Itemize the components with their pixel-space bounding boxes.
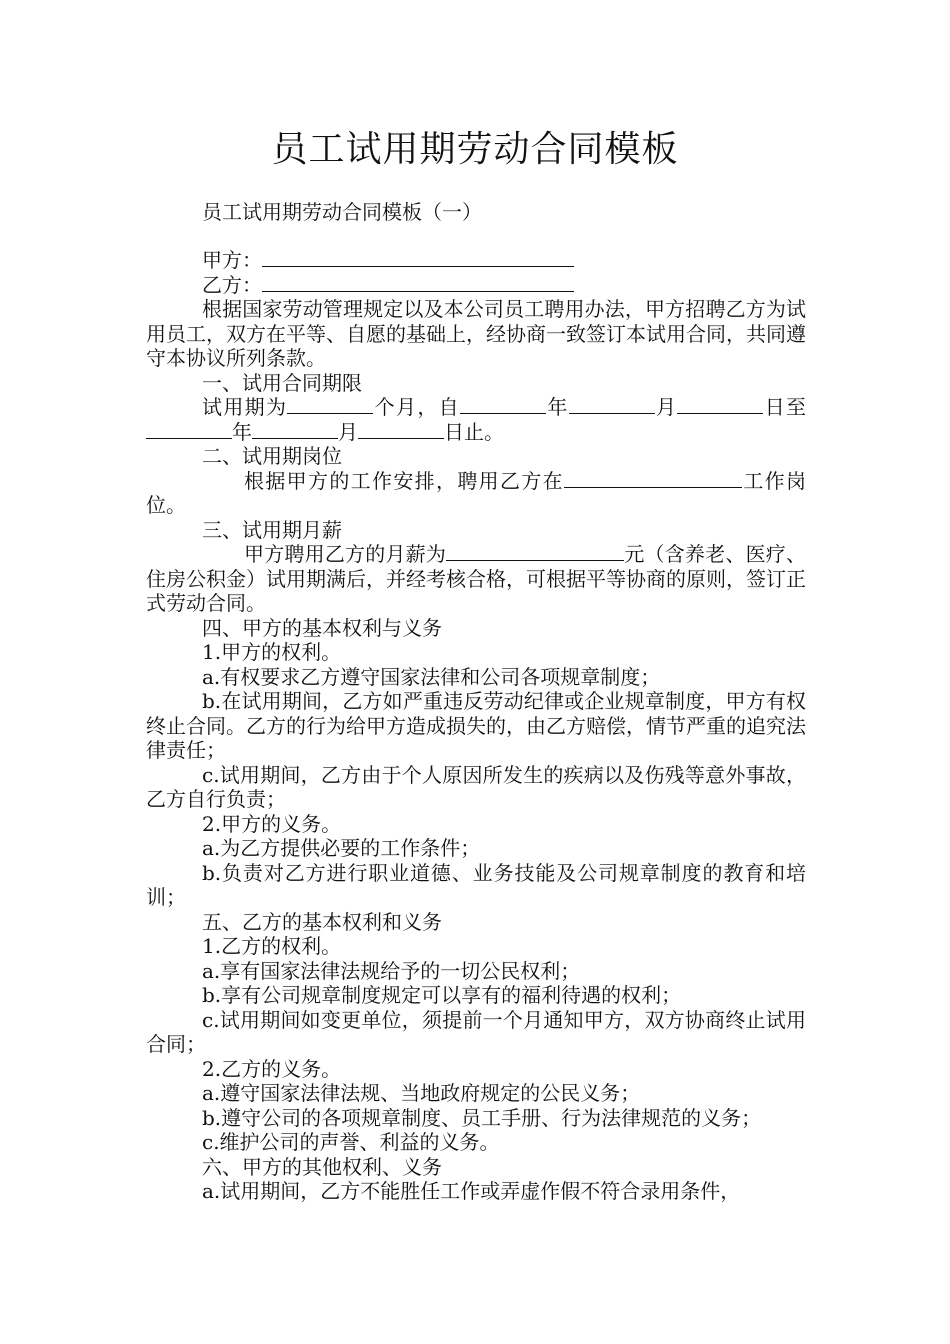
s1-part: 试用期为 [202, 395, 288, 419]
s1-part: 日至 [763, 395, 807, 419]
contract-body [146, 248, 806, 1204]
section-6-heading: 六、甲方的其他权利、义务 [202, 1154, 442, 1179]
s1-part: 日止。 [444, 419, 504, 444]
document-subtitle: 员工试用期劳动合同模板（一） [202, 200, 482, 224]
s4-rights-c: c.试用期间，乙方由于个人原因所发生的疾病以及伤残等意外事故，乙方自行负责； [146, 762, 806, 811]
start-day-blank [677, 395, 763, 414]
position-blank [564, 469, 742, 488]
party-a-blank [262, 248, 574, 267]
s5-rights-b: b.享有公司规章制度规定可以享有的福利待遇的权利； [202, 983, 682, 1007]
s5-duties-b: b.遵守公司的各项规章制度、员工手册、行为法律规范的义务； [202, 1105, 762, 1130]
party-a-line [146, 248, 806, 273]
section-3-text [146, 542, 806, 616]
s1-part: 个月，自 [373, 395, 461, 419]
months-blank [287, 395, 373, 414]
section-3-heading: 三、试用期月薪 [202, 517, 342, 542]
s5-duties-heading: 2.乙方的义务。 [202, 1056, 342, 1081]
section-5-heading: 五、乙方的基本权利和义务 [202, 909, 442, 934]
s4-duties-b: b.负责对乙方进行职业道德、业务技能及公司规章制度的教育和培训； [146, 860, 806, 909]
s6-a: a.试用期间，乙方不能胜任工作或弄虚作假不符合录用条件， [202, 1179, 741, 1203]
s5-duties-c: c.维护公司的声誉、利益的义务。 [202, 1130, 500, 1154]
section-4-heading: 四、甲方的基本权利与义务 [202, 615, 442, 640]
section-2-heading: 二、试用期岗位 [202, 444, 342, 468]
salary-blank [446, 542, 624, 561]
end-day-blank [358, 420, 444, 439]
s4-duties-a: a.为乙方提供必要的工作条件； [202, 836, 481, 860]
s5-rights-c: c.试用期间如变更单位，须提前一个月通知甲方，双方协商终止试用合同； [146, 1007, 806, 1056]
start-month-blank [569, 395, 655, 414]
s5-duties-a: a.遵守国家法律法规、当地政府规定的公民义务； [202, 1081, 641, 1105]
end-year-blank [146, 420, 232, 439]
s4-rights-b: b.在试用期间，乙方如严重违反劳动纪律或企业规章制度，甲方有权终止合同。乙方的行为给甲方造成损失的，由乙方赔偿，情节严重的追究法律责任； [146, 689, 806, 762]
section-1-heading: 一、试用合同期限 [202, 370, 362, 395]
s1-part: 年 [546, 395, 569, 419]
s4-rights-a: a.有权要求乙方遵守国家法律和公司各项规章制度； [202, 664, 661, 689]
intro-paragraph: 根据国家劳动管理规定以及本公司员工聘用办法，甲方招聘乙方为试用员工，双方在平等、自愿的基础上，经协商一致签订本试用合同，共同遵守本协议所列条款。 [146, 297, 806, 370]
s1-part: 月 [338, 419, 358, 444]
end-month-blank [252, 420, 338, 439]
s5-rights-heading: 1.乙方的权利。 [202, 934, 342, 958]
s1-part: 年 [232, 419, 252, 444]
s3-part: 元（含养老、医疗、住房公积金）试用期满后，并经考核合格，可根据平等协商的原则，签订正式劳动合同。 [146, 542, 807, 615]
party-a-label: 甲方： [202, 248, 262, 272]
document-title: 员工试用期劳动合同模板 [271, 129, 679, 170]
s2-part: 根据甲方的工作安排，聘用乙方在 [244, 468, 564, 493]
party-b-line [146, 273, 806, 298]
s4-duties-heading: 2.甲方的义务。 [202, 811, 342, 836]
s2-part: 工作岗位。 [146, 468, 807, 517]
s1-part: 月 [654, 395, 678, 419]
s5-rights-a: a.享有国家法律法规给予的一切公民权利； [202, 958, 581, 983]
start-year-blank [460, 395, 546, 414]
s4-rights-heading: 1.甲方的权利。 [202, 640, 342, 664]
party-b-label: 乙方： [202, 272, 262, 297]
party-b-blank [262, 273, 574, 292]
section-2-text [146, 469, 806, 518]
section-1-text [146, 395, 806, 444]
s3-part: 甲方聘用乙方的月薪为 [244, 542, 447, 566]
